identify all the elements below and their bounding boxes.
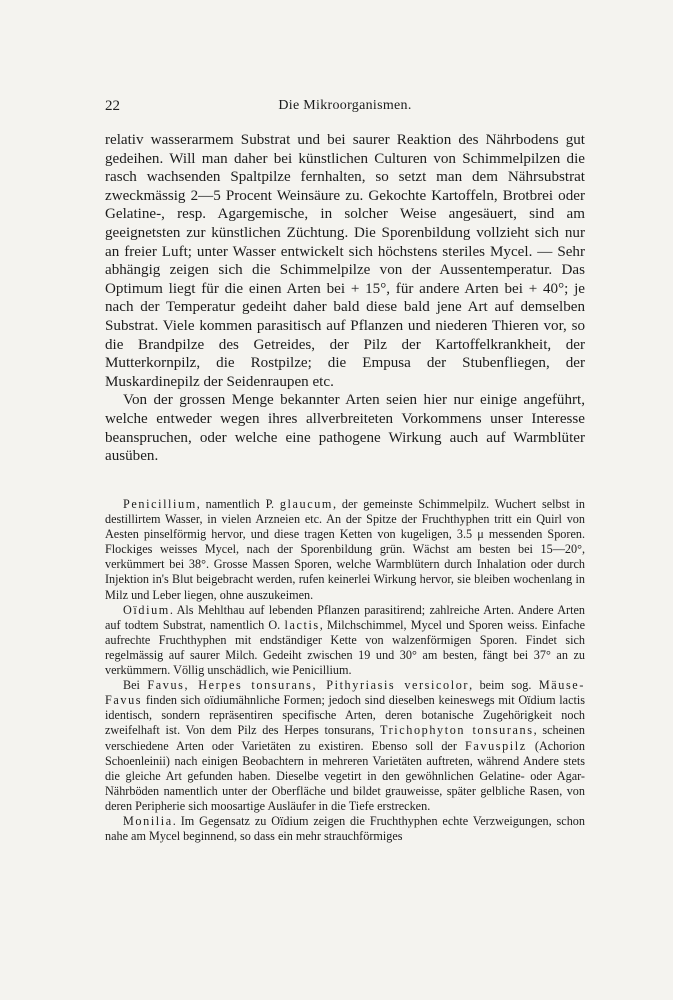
- term-favuspilz: Favuspilz: [465, 738, 527, 753]
- term-lactis: lactis: [284, 617, 320, 632]
- term-glaucum: glaucum: [279, 497, 334, 511]
- entry-penicillium: Penicillium, namentlich P. glaucum, der gemeinste Schimmelpilz. Wuchert selbst in destillirtem Wasser, in vielen Arzneien etc. An der Spitze der Fruchthyphen tritt ein Quirl von Aesten pinselförmig hervor, und diese tragen Ketten von kugeligen, 3.5 μ messenden Sporen. Flockiges weisses Mycel, nach der Sporenbildung grün. Wächst am besten bei 15—20°, verkümmert bei 38°. Grosse Massen Sporen, welche Warmblütern durch Inhalation oder durch Injektion in's Blut beigebracht werden, rufen keinerlei Wirkung hervor, sie bleiben wochenlang in Milz und Leber liegen, ohne auszukeimen.: [105, 497, 586, 602]
- entry-favus: Bei Favus, Herpes tonsurans, Pithyriasis versicolor, beim sog. Mäuse-Favus finden sich oïdiumähnliche Formen; jedoch sind dieselben keineswegs mit Oïdium lactis identisch, sondern repräsentiren specifische Arten, deren botanische Zugehörigkeit noch zweifelhaft ist. Von dem Pilz des Herpes tonsurans, Trichophyton tonsurans, scheinen verschiedene Arten oder Varietäten zu existiren. Ebenso soll der Favuspilz (Achorion Schoenleinii) nach einigen Beobachtern in mehreren Varietäten auftreten, während Andere stets die gleiche Art gefunden haben. Dieselbe vegetirt in den gewöhnlichen Gelatine- oder Agar-Nährböden namentlich unter der Oberfläche und bildet grauweisse, später gelbliche Rasen, von deren Peripherie sich moosartige Ausläufer in die Tiefe erstrecken.: [105, 678, 585, 813]
- term-monilia: Monilia: [123, 813, 173, 828]
- entry-monilia: Monilia. Im Gegensatz zu Oïdium zeigen die Fruchthyphen echte Verzweigungen, schon nahe am Mycel beginnend, so dass ein mehr strauchförmiges: [105, 813, 585, 844]
- page-header: [105, 98, 585, 118]
- page-number: 22: [105, 98, 120, 114]
- term-penicillium: Penicillium: [123, 497, 197, 511]
- paragraph-continuation: relativ wasserarmem Substrat und bei saurer Reaktion des Nährbodens gut gedeihen. Will man daher bei künstlichen Culturen von Schimmelpilzen die rasch wachsenden Spaltpilze fernhalten, so setzt man dem Nährsubstrat zweckmässig 2—5 Procent Weinsäure zu. Gekochte Kartoffeln, Brotbrei oder Gelatine-, resp. Agargemische, in solcher Weise angesäuert, sind am geeignetsten zur künstlichen Züchtung. Die Sporenbildung vollzieht sich nur an freier Luft; unter Wasser entwickelt sich höchstens steriles Mycel. — Sehr abhängig zeigen sich die Schimmelpilze von der Aussentemperatur. Das Optimum liegt für die einen Arten bei + 15°, für andere Arten bei + 40°; je nach der Temperatur gedeiht daher bald diese bald jene Art auf demselben Substrat. Viele kommen parasitisch auf Pflanzen und niederen Thieren vor, so die Brandpilze des Getreides, der Pilz der Kartoffelkrankheit, der Mutterkornpilz, die Rostpilze; die Empusa der Stubenfliegen, der Muskardinepilz der Seidenraupen etc.: [105, 132, 585, 390]
- term-favus-herpes: Favus, Herpes tonsurans, Pithyriasis versicolor: [147, 678, 470, 693]
- entry-oidium: Oïdium. Als Mehlthau auf lebenden Pflanzen parasitirend; zahlreiche Arten. Andere Arten auf todtem Substrat, namentlich O. lactis, Milchschimmel, Mycel und Sporen weiss. Einfache aufrechte Fruchthyphen mit endständiger Kette von walzenförmigen Sporen. Findet sich regelmässig auf saurer Milch. Gedeiht zwischen 19 und 30° am besten, fängt bei 37° an zu verkümmern. Völlig unschädlich, wie Penicillium.: [105, 602, 585, 678]
- paragraph-species-intro: Von der grossen Menge bekannter Arten seien hier nur einige angeführt, welche entweder wegen ihres allverbreiteten Vorkommens unser Interesse beanspruchen, oder welche eine pathogene Wirkung auch auf Warmblüter ausüben.: [105, 392, 585, 465]
- running-title: Die Mikroorganismen.: [278, 98, 412, 113]
- species-descriptions: [105, 497, 585, 844]
- term-trichophyton: Trichophyton tonsurans: [379, 723, 534, 738]
- term-oidium: Oïdium: [123, 602, 170, 617]
- main-text: [105, 131, 585, 466]
- term-maeuse-favus: Mäuse-Favus: [105, 678, 585, 708]
